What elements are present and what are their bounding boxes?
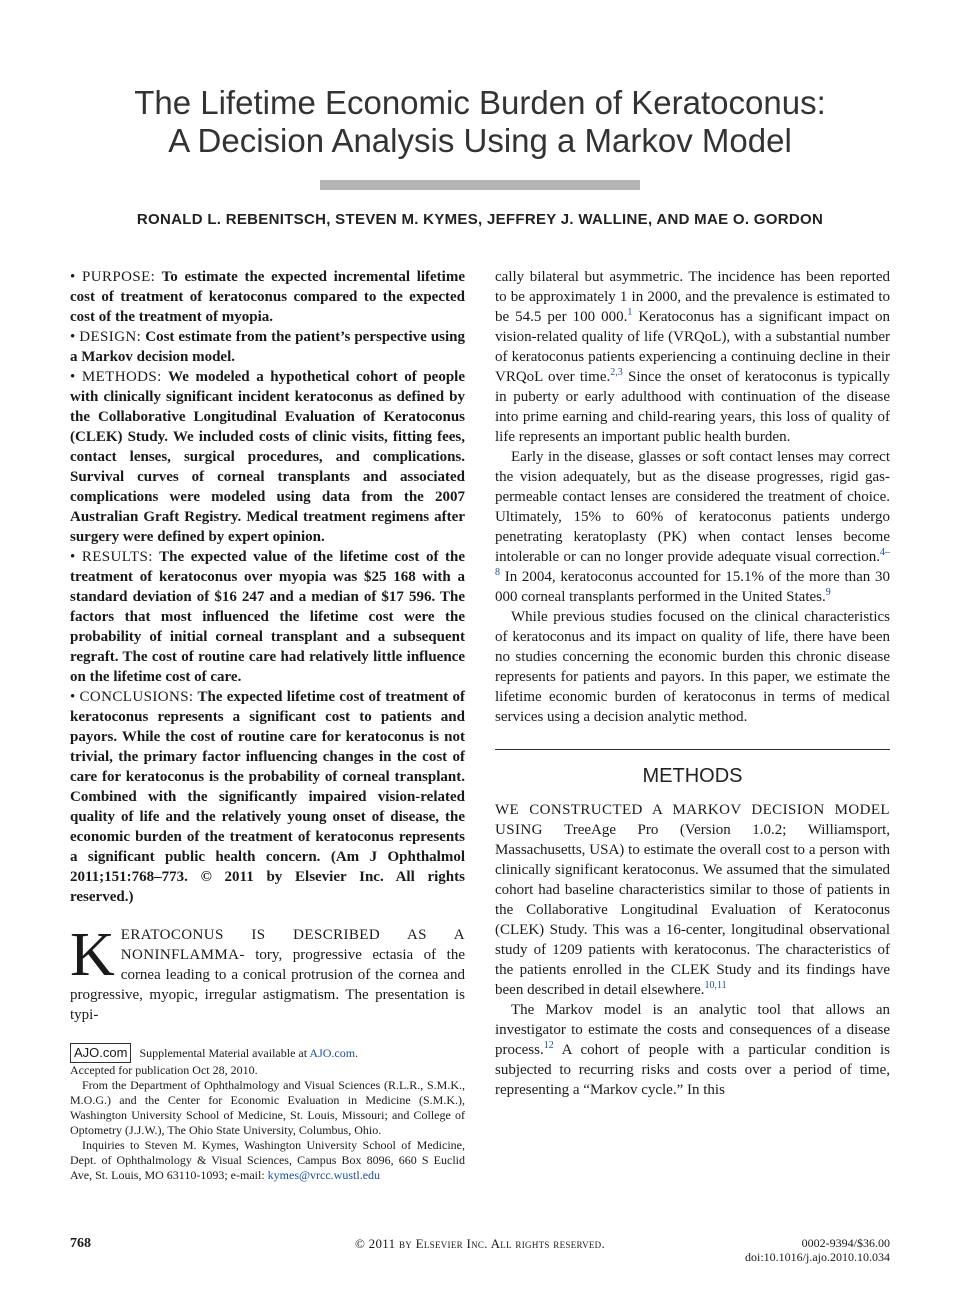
accepted-note: Accepted for publication Oct 28, 2010. (70, 1063, 258, 1077)
supplemental-link[interactable]: AJO.com (309, 1046, 356, 1060)
p2-text-b: In 2004, keratoconus accounted for 15.1% of the more than 30 000 corneal transplants performed in the United States. (495, 569, 890, 605)
abstract-purpose (70, 267, 465, 327)
abstract (70, 267, 465, 907)
ref-link[interactable]: 10,11 (704, 980, 727, 991)
ref-link[interactable]: 9 (825, 587, 831, 598)
purpose-label: PURPOSE: (81, 269, 156, 285)
purpose-text: To estimate the expected incremental lifetime cost of treatment of keratoconus compared to the expected cost of the treatment of myopia. (70, 269, 465, 325)
title-line-2: A Decision Analysis Using a Markov Model (168, 122, 792, 159)
ref-link[interactable]: 1 (627, 307, 633, 318)
right-column (495, 267, 890, 1100)
ref-link[interactable]: 2,3 (610, 367, 623, 378)
footnotes (70, 1043, 465, 1183)
section-divider (495, 749, 890, 750)
bullet-icon: • (70, 269, 76, 285)
title-line-1: The Lifetime Economic Burden of Keratoconus: (134, 84, 826, 121)
design-label: DESIGN: (79, 329, 142, 345)
introduction-start (70, 921, 466, 1025)
affiliation-note: From the Department of Ophthalmology and Visual Sciences (R.L.R., S.M.K., M.O.G.) and the Center for Economic Evaluation in Medicine (S.M.K.), Washington University School of Medicine, St. Louis, Missouri; and College of Optometry (J.J.W.), The Ohio State University, Columbus, Ohio. (70, 1078, 465, 1137)
methods-paragraph-2 (495, 1000, 890, 1100)
drop-cap: K (70, 921, 115, 989)
abstract-design (70, 327, 465, 367)
results-text: The expected value of the lifetime cost of the treatment of keratoconus over myopia was $25 168 with a standard deviation of $16 247 and a median of $17 596. The factors that most influenced the lifetime cost were the probability of initial corneal transplant and a subsequent regraft. The cost of routine care had relatively little influence on the lifetime cost of care. (70, 549, 466, 685)
ajo-logo: AJO.com (70, 1043, 131, 1063)
abstract-results (70, 547, 465, 687)
ref-link[interactable]: 4–8 (495, 547, 890, 578)
ref-link[interactable]: 12 (543, 1040, 554, 1051)
supplemental-text: Supplemental Material available at (139, 1046, 308, 1060)
intro-paragraph-2 (495, 447, 890, 607)
p1-text-c: Since the onset of keratoconus is typically in puberty or early adulthood with continuation of the disease into prime earning and child-rearing years, this loss of quality of life represents an important public health burden. (495, 369, 890, 445)
intro-smallcaps: ERATOCONUS IS DESCRIBED AS A NONINFLAMMA- (120, 927, 465, 963)
intro-text: tory, progressive ectasia of the cornea leading to a conical protrusion of the cornea and progressive, myopic, irregular astigmatism. The presentation is typi- (70, 947, 466, 1023)
doi: doi:10.1016/j.ajo.2010.10.034 (745, 1250, 890, 1264)
abstract-methods (70, 367, 465, 547)
issn-price: 0002-9394/$36.00 (801, 1236, 890, 1250)
article-title (60, 84, 900, 160)
intro-paragraph-1 (495, 267, 890, 447)
supplemental-note: AJO.com Supplemental Material available at AJO.com. (70, 1043, 465, 1063)
methods-paragraph-1 (495, 800, 890, 1000)
author-list: RONALD L. REBENITSCH, STEVEN M. KYMES, JEFFREY J. WALLINE, AND MAE O. GORDON (136, 211, 824, 228)
methods-heading: METHODS (642, 765, 743, 787)
correspondence-note (70, 1138, 465, 1183)
bullet-icon: • (70, 369, 76, 385)
p1-text-a: cally bilateral but asymmetric. The incidence has been reported to be approximately 1 in 2000, and the prevalence is estimated to be 54.5 per 100 000. (495, 269, 890, 325)
title-divider-bar (320, 180, 640, 190)
intro-paragraph-3: While previous studies focused on the clinical characteristics of keratoconus and its impact on quality of life, there have been no studies concerning the economic burden this chronic disease represents for patients and payors. In this paper, we estimate the lifetime economic burden of keratoconus in terms of medical services using a decision analytic method. (495, 609, 890, 725)
bullet-icon: • (70, 329, 76, 345)
m2-text-b: A cohort of people with a particular condition is subjected to recurring risks and costs over a period of time, representing a “Markov cycle.” In this (495, 1042, 890, 1098)
inquiries-text: Inquiries to Steven M. Kymes, Washington University School of Medicine, Dept. of Ophthalmology & Visual Sciences, Campus Box 8096, 660 S Euclid Ave, St. Louis, MO 63110-1093; e-mail: (70, 1138, 465, 1182)
results-label: RESULTS: (81, 549, 153, 565)
m2-text-a: The Markov model is an analytic tool that allows an investigator to estimate the costs and consequences of a disease process. (495, 1002, 890, 1058)
article-identifiers (745, 1236, 890, 1264)
bullet-icon: • (70, 689, 76, 705)
abstract-conclusions (70, 687, 465, 907)
p2-text-a: Early in the disease, glasses or soft contact lenses may correct the vision adequately, but as the disease progresses, rigid gas-permeable contact lenses are considered the treatment of choice. Ultimately, 15% to 60% of keratoconus patients undergo penetrating keratoplasty (PK) when contact lenses become intolerable or can no longer provide adequate visual correction. (495, 449, 890, 565)
conclusions-label: CONCLUSIONS: (79, 689, 194, 705)
methods-text: We modeled a hypothetical cohort of people with clinically significant incident keratoconus as defined by the Collaborative Longitudinal Evaluation of Keratoconus (CLEK) Study. We included costs of clinic visits, fitting fees, contact lenses, surgical procedures, and complications. Survival curves of corneal transplants and associated complications were modeled using data from the 2007 Australian Graft Registry. Medical treatment regimens after surgery were defined by expert opinion. (70, 369, 466, 545)
bullet-icon: • (70, 549, 76, 565)
page-number: 768 (70, 1236, 91, 1251)
email-link[interactable]: kymes@vrcc.wustl.edu (267, 1168, 381, 1182)
methods-smallcaps: WE CONSTRUCTED A MARKOV DECISION MODEL USING (495, 802, 890, 838)
abstract-citation: (Am J Ophthalmol 2011;151:768–773. © 2011 by Elsevier Inc. All rights reserved.) (70, 849, 466, 905)
left-column (70, 267, 465, 1183)
design-text: Cost estimate from the patient’s perspective using a Markov decision model. (70, 329, 466, 365)
p1-text-b: Keratoconus has a significant impact on vision-related quality of life (VRQoL), with a substantial number of keratoconus patients experiencing a continuing decline in their VRQoL over time. (495, 309, 890, 385)
methods-label: METHODS: (81, 369, 162, 385)
conclusions-text: The expected lifetime cost of treatment of keratoconus represents a significant cost to patients and payors. While the cost of routine care for keratoconus is not trivial, the primary factor influencing changes in the cost of care for keratoconus is the probability of corneal transplant. Combined with the significantly impaired vision-related quality of life and the relatively young onset of disease, the economic burden of the treatment of keratoconus represents a significant public health concern. (70, 689, 466, 865)
copyright-line: © 2011 by Elsevier Inc. All rights reserved. (354, 1236, 606, 1251)
m1-text: TreeAge Pro (Version 1.0.2; Williamsport, Massachusetts, USA) to estimate the overall cost to a person with clinically significant keratoconus. We assumed that the simulated cohort had baseline characteristics similar to those of patients in the Collaborative Longitudinal Evaluation of Keratoconus (CLEK) Study. This was a 16-center, longitudinal observational study of 1209 patients with keratoconus. The characteristics of the patients enrolled in the CLEK Study and its findings have been described in detail elsewhere. (495, 822, 890, 998)
